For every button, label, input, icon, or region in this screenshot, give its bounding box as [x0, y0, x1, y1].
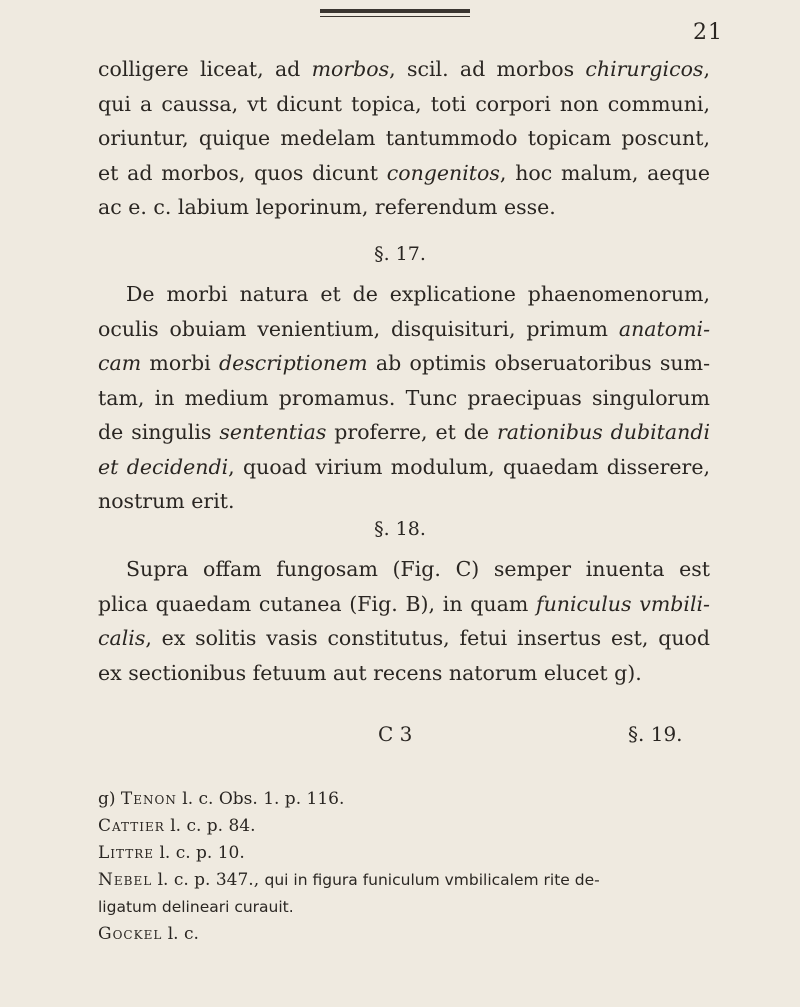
text-line: nostrum erit. [98, 489, 235, 513]
footnote-line: ligatum delineari curauit. [98, 898, 294, 916]
text-line: plica quaedam cutanea (Fig. B), in quam funiculus vmbili- [98, 591, 710, 616]
text-line: et ad morbos, quos dicunt congenitos, hoc malum, aeque [98, 160, 710, 185]
footnotes [98, 786, 718, 948]
text-line: oriuntur, quique medelam tantummodo topicam poscunt, [98, 126, 710, 150]
section-17-text [98, 277, 710, 519]
footnote-line: g) Tenon l. c. Obs. 1. p. 116. [98, 789, 345, 809]
text-line: Supra offam fungosam (Fig. C) semper inuenta est [126, 557, 710, 581]
text-line: qui a caussa, vt dicunt topica, toti corpori non communi, [98, 91, 710, 116]
section-17-heading: §. 17. [374, 243, 426, 265]
text-line: ac e. c. labium leporinum, referendum esse. [98, 195, 556, 219]
text-line: colligere liceat, ad morbos, scil. ad morbos chirurgicos, [98, 57, 710, 81]
text-line: de singulis sententias proferre, et de rationibus dubitandi [98, 420, 710, 444]
text-line: ex sectionibus fetuum aut recens natorum elucet g). [98, 660, 642, 685]
text-line: cam morbi descriptionem ab optimis obseruatoribus sum- [98, 351, 710, 375]
page-number: 21 [693, 20, 723, 45]
section-18-text [98, 552, 710, 690]
footnote-line: Nebel l. c. p. 347., qui in figura funiculum vmbilicalem rite de- [98, 870, 600, 890]
text-line: et decidendi, quoad virium modulum, quaedam disserere, [98, 454, 710, 479]
paragraph-continuation [98, 52, 710, 225]
text-line: calis, ex solitis vasis constitutus, fetui insertus est, quod [98, 626, 710, 650]
footnote-line: Littre l. c. p. 10. [98, 843, 245, 863]
header-rule [320, 9, 470, 17]
text-line: De morbi natura et de explicatione phaenomenorum, [126, 282, 710, 306]
signature-mark: C 3 [378, 722, 413, 746]
text-line: tam, in medium promamus. Tunc praecipuas singulorum [98, 385, 710, 410]
footnote-line: Gockel l. c. [98, 924, 199, 944]
footnote-line: Cattier l. c. p. 84. [98, 816, 256, 836]
section-18-heading: §. 18. [374, 518, 426, 540]
catchword: §. 19. [628, 722, 683, 746]
text-line: oculis obuiam venientium, disquisituri, primum anatomi- [98, 316, 710, 341]
